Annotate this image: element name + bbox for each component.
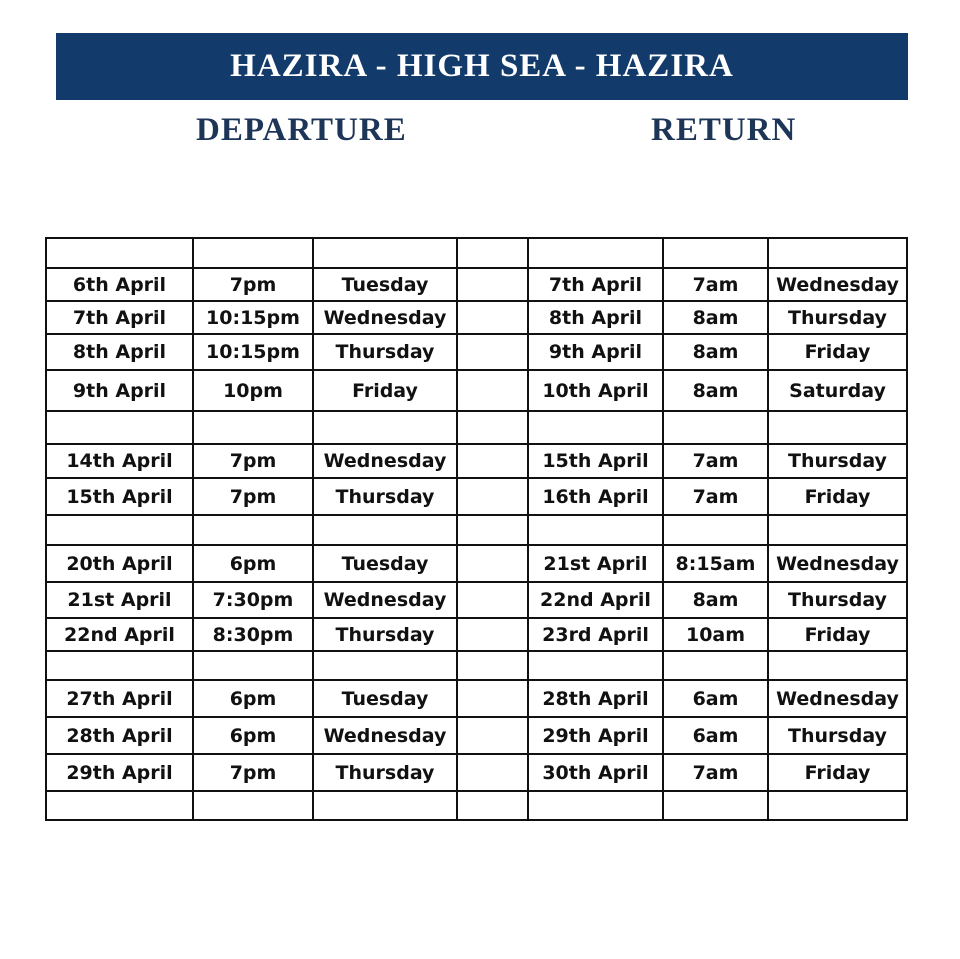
spacer-cell <box>457 515 528 545</box>
table-row <box>46 301 907 334</box>
departure-time-cell <box>193 515 313 545</box>
departure-day-cell: Wednesday <box>313 717 457 754</box>
departure-date-cell: 7th April <box>46 301 193 334</box>
departure-day-cell: Tuesday <box>313 268 457 301</box>
departure-date-cell: 28th April <box>46 717 193 754</box>
departure-date-cell: 8th April <box>46 334 193 370</box>
return-time-cell: 8am <box>663 582 768 618</box>
return-time-cell: 8am <box>663 370 768 411</box>
departure-day-cell: Tuesday <box>313 680 457 717</box>
return-date-cell <box>528 651 663 680</box>
return-date-cell <box>528 791 663 820</box>
table-row <box>46 680 907 717</box>
departure-time-cell: 8:30pm <box>193 618 313 651</box>
departure-day-cell: Wednesday <box>313 582 457 618</box>
departure-day-cell: Wednesday <box>313 301 457 334</box>
spacer-cell <box>457 651 528 680</box>
spacer-cell <box>457 411 528 444</box>
departure-time-cell <box>193 791 313 820</box>
table-row <box>46 651 907 680</box>
departure-day-cell <box>313 651 457 680</box>
spacer-cell <box>457 545 528 582</box>
return-time-cell: 7am <box>663 754 768 791</box>
spacer-cell <box>457 268 528 301</box>
table-row <box>46 717 907 754</box>
departure-date-cell: 15th April <box>46 478 193 515</box>
departure-heading: DEPARTURE <box>196 112 407 148</box>
return-day-cell: Thursday <box>768 444 907 478</box>
departure-date-cell <box>46 238 193 268</box>
departure-date-cell: 20th April <box>46 545 193 582</box>
return-time-cell: 6am <box>663 680 768 717</box>
departure-time-cell: 7pm <box>193 268 313 301</box>
departure-time-cell: 6pm <box>193 680 313 717</box>
return-date-cell <box>528 515 663 545</box>
return-time-cell <box>663 411 768 444</box>
return-time-cell: 7am <box>663 268 768 301</box>
departure-day-cell: Thursday <box>313 334 457 370</box>
return-time-cell: 6am <box>663 717 768 754</box>
departure-time-cell: 6pm <box>193 717 313 754</box>
return-date-cell <box>528 238 663 268</box>
table-row <box>46 515 907 545</box>
return-time-cell <box>663 791 768 820</box>
return-date-cell: 16th April <box>528 478 663 515</box>
return-time-cell: 7am <box>663 444 768 478</box>
spacer-cell <box>457 238 528 268</box>
departure-day-cell <box>313 791 457 820</box>
departure-time-cell: 10:15pm <box>193 301 313 334</box>
spacer-cell <box>457 618 528 651</box>
return-time-cell: 8am <box>663 334 768 370</box>
return-time-cell: 10am <box>663 618 768 651</box>
departure-day-cell: Thursday <box>313 754 457 791</box>
spacer-cell <box>457 754 528 791</box>
departure-day-cell: Thursday <box>313 618 457 651</box>
return-date-cell <box>528 411 663 444</box>
table-row <box>46 791 907 820</box>
return-time-cell <box>663 238 768 268</box>
departure-date-cell: 22nd April <box>46 618 193 651</box>
return-day-cell: Wednesday <box>768 680 907 717</box>
return-time-cell: 7am <box>663 478 768 515</box>
return-date-cell: 23rd April <box>528 618 663 651</box>
departure-time-cell: 7:30pm <box>193 582 313 618</box>
departure-date-cell: 27th April <box>46 680 193 717</box>
return-day-cell: Thursday <box>768 301 907 334</box>
return-time-cell: 8am <box>663 301 768 334</box>
return-date-cell: 30th April <box>528 754 663 791</box>
spacer-cell <box>457 717 528 754</box>
return-time-cell: 8:15am <box>663 545 768 582</box>
departure-date-cell <box>46 515 193 545</box>
return-day-cell: Wednesday <box>768 545 907 582</box>
departure-day-cell: Friday <box>313 370 457 411</box>
departure-date-cell <box>46 791 193 820</box>
departure-time-cell: 7pm <box>193 478 313 515</box>
table-row <box>46 444 907 478</box>
table-row <box>46 334 907 370</box>
table-row <box>46 268 907 301</box>
return-day-cell: Friday <box>768 478 907 515</box>
return-time-cell <box>663 651 768 680</box>
return-day-cell <box>768 651 907 680</box>
return-day-cell <box>768 515 907 545</box>
departure-day-cell: Thursday <box>313 478 457 515</box>
return-date-cell: 29th April <box>528 717 663 754</box>
table-row <box>46 238 907 268</box>
spacer-cell <box>457 370 528 411</box>
return-day-cell: Friday <box>768 334 907 370</box>
departure-time-cell: 10pm <box>193 370 313 411</box>
table-row <box>46 582 907 618</box>
return-day-cell <box>768 411 907 444</box>
departure-time-cell <box>193 651 313 680</box>
departure-date-cell: 9th April <box>46 370 193 411</box>
table-row <box>46 411 907 444</box>
return-day-cell <box>768 238 907 268</box>
departure-time-cell: 7pm <box>193 444 313 478</box>
return-date-cell: 8th April <box>528 301 663 334</box>
table-row <box>46 478 907 515</box>
return-date-cell: 22nd April <box>528 582 663 618</box>
return-date-cell: 10th April <box>528 370 663 411</box>
return-time-cell <box>663 515 768 545</box>
return-day-cell: Friday <box>768 754 907 791</box>
spacer-cell <box>457 301 528 334</box>
table-row <box>46 618 907 651</box>
table-row <box>46 545 907 582</box>
return-day-cell <box>768 791 907 820</box>
return-heading: RETURN <box>651 112 797 148</box>
return-date-cell: 9th April <box>528 334 663 370</box>
spacer-cell <box>457 334 528 370</box>
return-day-cell: Wednesday <box>768 268 907 301</box>
departure-time-cell: 7pm <box>193 754 313 791</box>
spacer-cell <box>457 582 528 618</box>
spacer-cell <box>457 478 528 515</box>
departure-date-cell <box>46 411 193 444</box>
departure-date-cell: 29th April <box>46 754 193 791</box>
schedule-body <box>46 238 907 820</box>
departure-day-cell: Tuesday <box>313 545 457 582</box>
departure-date-cell: 14th April <box>46 444 193 478</box>
table-row <box>46 754 907 791</box>
spacer-cell <box>457 791 528 820</box>
departure-date-cell <box>46 651 193 680</box>
return-date-cell: 15th April <box>528 444 663 478</box>
departure-day-cell <box>313 411 457 444</box>
return-day-cell: Thursday <box>768 717 907 754</box>
departure-time-cell <box>193 411 313 444</box>
departure-time-cell: 10:15pm <box>193 334 313 370</box>
schedule-table <box>45 237 908 821</box>
table-row <box>46 370 907 411</box>
departure-time-cell <box>193 238 313 268</box>
spacer-cell <box>457 680 528 717</box>
return-date-cell: 7th April <box>528 268 663 301</box>
departure-date-cell: 21st April <box>46 582 193 618</box>
spacer-cell <box>457 444 528 478</box>
page-title: HAZIRA - HIGH SEA - HAZIRA <box>56 33 908 100</box>
departure-time-cell: 6pm <box>193 545 313 582</box>
departure-day-cell: Wednesday <box>313 444 457 478</box>
return-day-cell: Friday <box>768 618 907 651</box>
departure-day-cell <box>313 515 457 545</box>
departure-date-cell: 6th April <box>46 268 193 301</box>
return-day-cell: Saturday <box>768 370 907 411</box>
return-date-cell: 28th April <box>528 680 663 717</box>
departure-day-cell <box>313 238 457 268</box>
return-day-cell: Thursday <box>768 582 907 618</box>
return-date-cell: 21st April <box>528 545 663 582</box>
